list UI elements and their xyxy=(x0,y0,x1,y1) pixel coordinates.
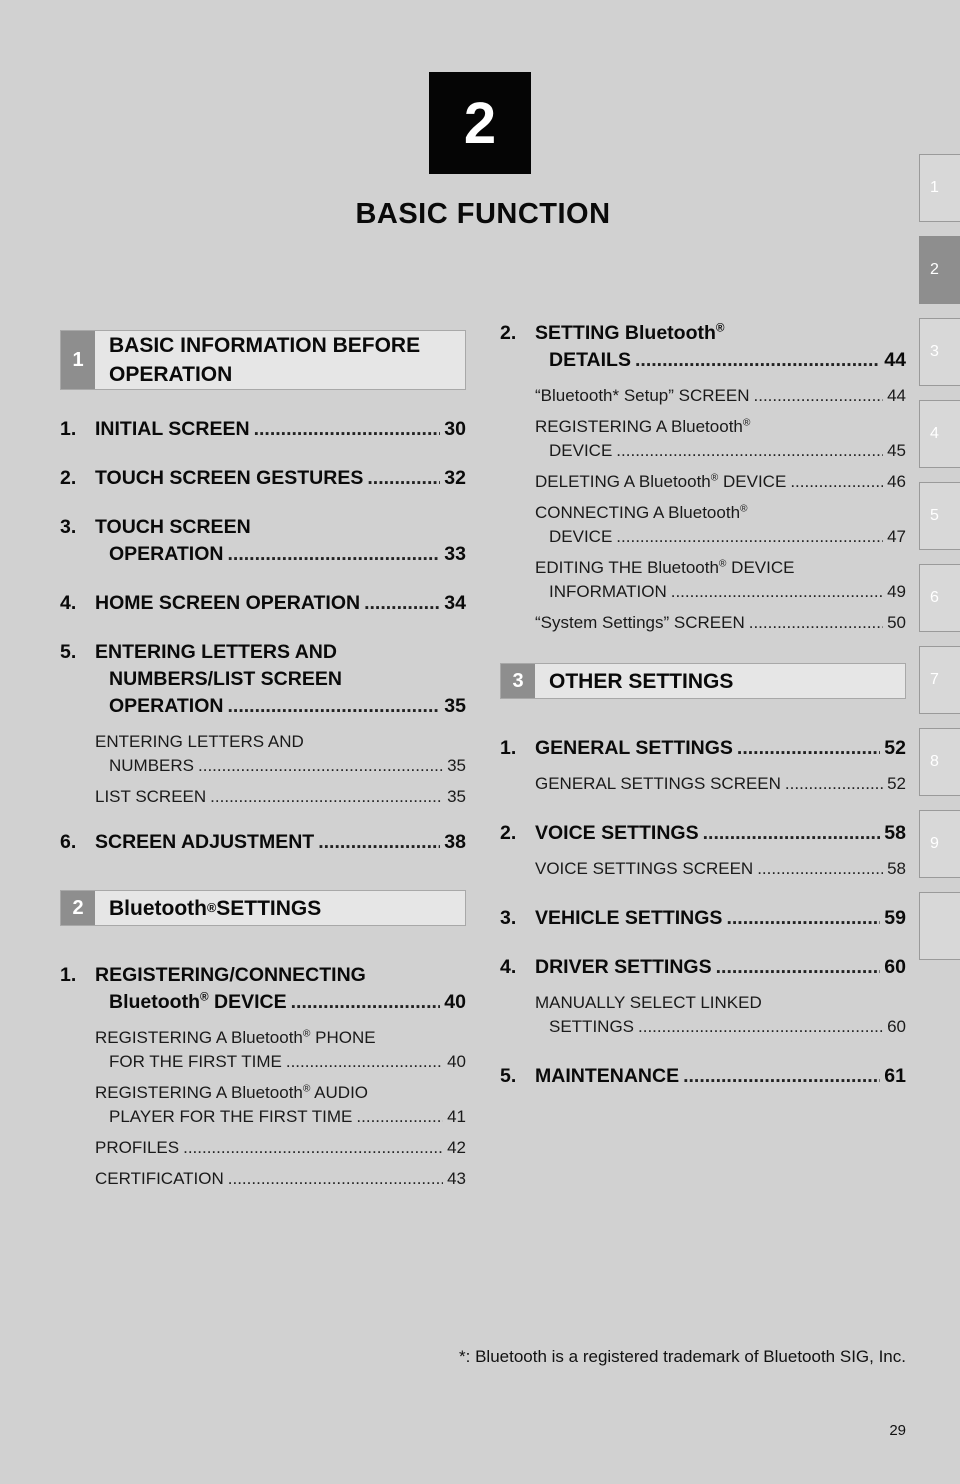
chapter-number-box xyxy=(429,72,531,174)
page-ref: 35 xyxy=(444,695,466,717)
chapter-tab-5[interactable]: 5 xyxy=(919,482,960,550)
subentry-registering-device[interactable]: REGISTERING A Bluetooth® DEVICE ..... 45 xyxy=(535,415,906,463)
subentry-voice-settings-screen[interactable]: VOICE SETTINGS SCREEN ..... 58 xyxy=(535,857,906,881)
chapter-tab-2[interactable]: 2 xyxy=(919,236,960,304)
subentries-entering-letters xyxy=(95,730,466,809)
subentries-general-settings xyxy=(535,772,906,796)
chapter-tab-8[interactable]: 8 xyxy=(919,728,960,796)
toc-entry-voice-settings[interactable]: 2. VOICE SETTINGS ..... 58 xyxy=(500,820,906,847)
subentries-driver-settings xyxy=(535,991,906,1039)
toc-entry-setting-bluetooth-details[interactable]: 2. SETTING Bluetooth® DETAILS ..... 44 xyxy=(500,320,906,374)
subentry-register-phone[interactable]: REGISTERING A Bluetooth® PHONE FOR THE FIRST TIME ..... 40 xyxy=(95,1026,466,1074)
page-ref: 34 xyxy=(444,592,466,614)
page-ref: 58 xyxy=(884,822,906,844)
subentries-registering xyxy=(95,1026,466,1191)
toc-entry-touch-screen-gestures[interactable]: 2. TOUCH SCREEN GESTURES ..... 32 xyxy=(60,465,466,492)
toc-entry-registering-connecting[interactable]: 1. REGISTERING/CONNECTING Bluetooth® DEVICE ..... 40 xyxy=(60,962,466,1016)
page-ref: 33 xyxy=(444,543,466,565)
toc-entry-driver-settings[interactable]: 4. DRIVER SETTINGS ..... 60 xyxy=(500,954,906,981)
page-ref: 38 xyxy=(444,831,466,853)
page-number: 29 xyxy=(889,1422,906,1439)
subentry-certification[interactable]: CERTIFICATION ..... 43 xyxy=(95,1167,466,1191)
footnote: *: Bluetooth is a registered trademark of Bluetooth SIG, Inc. xyxy=(459,1347,906,1366)
chapter-tabs xyxy=(919,154,960,974)
section-number: 3 xyxy=(501,664,535,698)
section-2-header xyxy=(60,890,466,926)
subentry-register-audio[interactable]: REGISTERING A Bluetooth® AUDIO PLAYER FOR THE FIRST TIME ..... 41 xyxy=(95,1081,466,1129)
subentry-entering-letters-numbers[interactable]: ENTERING LETTERS AND NUMBERS ..... 35 xyxy=(95,730,466,778)
section-3-header xyxy=(500,663,906,699)
toc-entry-screen-adjustment[interactable]: 6. SCREEN ADJUSTMENT ..... 38 xyxy=(60,829,466,856)
page-ref: 44 xyxy=(884,349,906,371)
toc-entry-initial-screen[interactable]: 1. INITIAL SCREEN ..... 30 xyxy=(60,416,466,443)
toc-entry-home-screen-operation[interactable]: 4. HOME SCREEN OPERATION ..... 34 xyxy=(60,590,466,617)
page-ref: 40 xyxy=(444,991,466,1013)
chapter-tab-9[interactable]: 9 xyxy=(919,810,960,878)
chapter-number: 2 xyxy=(463,90,497,156)
section-1-header xyxy=(60,330,466,390)
toc-entry-touch-screen-operation[interactable]: 3. TOUCH SCREEN OPERATION ..... 33 xyxy=(60,514,466,568)
chapter-tab-4[interactable]: 4 xyxy=(919,400,960,468)
page-ref: 60 xyxy=(884,956,906,978)
toc-entry-entering-letters[interactable]: 5. ENTERING LETTERS AND NUMBERS/LIST SCREEN OPERATION ..... 35 xyxy=(60,639,466,720)
chapter-tab-7[interactable]: 7 xyxy=(919,646,960,714)
section-number: 1 xyxy=(61,331,95,389)
subentry-profiles[interactable]: PROFILES ..... 42 xyxy=(95,1136,466,1160)
page-ref: 61 xyxy=(884,1065,906,1087)
section-title: OTHER SETTINGS xyxy=(549,669,734,693)
toc-entry-general-settings[interactable]: 1. GENERAL SETTINGS ..... 52 xyxy=(500,735,906,762)
subentries-bluetooth-details xyxy=(535,384,906,635)
chapter-tab-6[interactable]: 6 xyxy=(919,564,960,632)
toc-right-column xyxy=(500,320,906,1112)
page-ref: 30 xyxy=(444,418,466,440)
subentry-editing-device-info[interactable]: EDITING THE Bluetooth® DEVICE INFORMATION ..... 49 xyxy=(535,556,906,604)
toc-left-column xyxy=(60,320,466,1215)
subentries-voice-settings xyxy=(535,857,906,881)
subentry-general-settings-screen[interactable]: GENERAL SETTINGS SCREEN ..... 52 xyxy=(535,772,906,796)
chapter-tab-3[interactable]: 3 xyxy=(919,318,960,386)
chapter-tab-1[interactable]: 1 xyxy=(919,154,960,222)
section-title: Bluetooth ® SETTINGS xyxy=(109,896,322,920)
page-ref: 59 xyxy=(884,907,906,929)
chapter-title: BASIC FUNCTION xyxy=(355,198,611,230)
subentry-bluetooth-setup-screen[interactable]: “Bluetooth* Setup” SCREEN ..... 44 xyxy=(535,384,906,408)
subentry-list-screen[interactable]: LIST SCREEN ..... 35 xyxy=(95,785,466,809)
toc-entry-maintenance[interactable]: 5. MAINTENANCE ..... 61 xyxy=(500,1063,906,1090)
page-ref: 52 xyxy=(884,737,906,759)
subentry-system-settings-screen[interactable]: “System Settings” SCREEN ..... 50 xyxy=(535,611,906,635)
page-ref: 32 xyxy=(444,467,466,489)
toc-entry-vehicle-settings[interactable]: 3. VEHICLE SETTINGS ..... 59 xyxy=(500,905,906,932)
chapter-tab-index[interactable] xyxy=(919,892,960,960)
section-number: 2 xyxy=(61,891,95,925)
section-title: BASIC INFORMATION BEFORE OPERATION xyxy=(109,334,421,386)
subentry-deleting-device[interactable]: DELETING A Bluetooth® DEVICE ..... 46 xyxy=(535,470,906,494)
subentry-manually-select-linked-settings[interactable]: MANUALLY SELECT LINKED SETTINGS ..... 60 xyxy=(535,991,906,1039)
subentry-connecting-device[interactable]: CONNECTING A Bluetooth® DEVICE ..... 47 xyxy=(535,501,906,549)
